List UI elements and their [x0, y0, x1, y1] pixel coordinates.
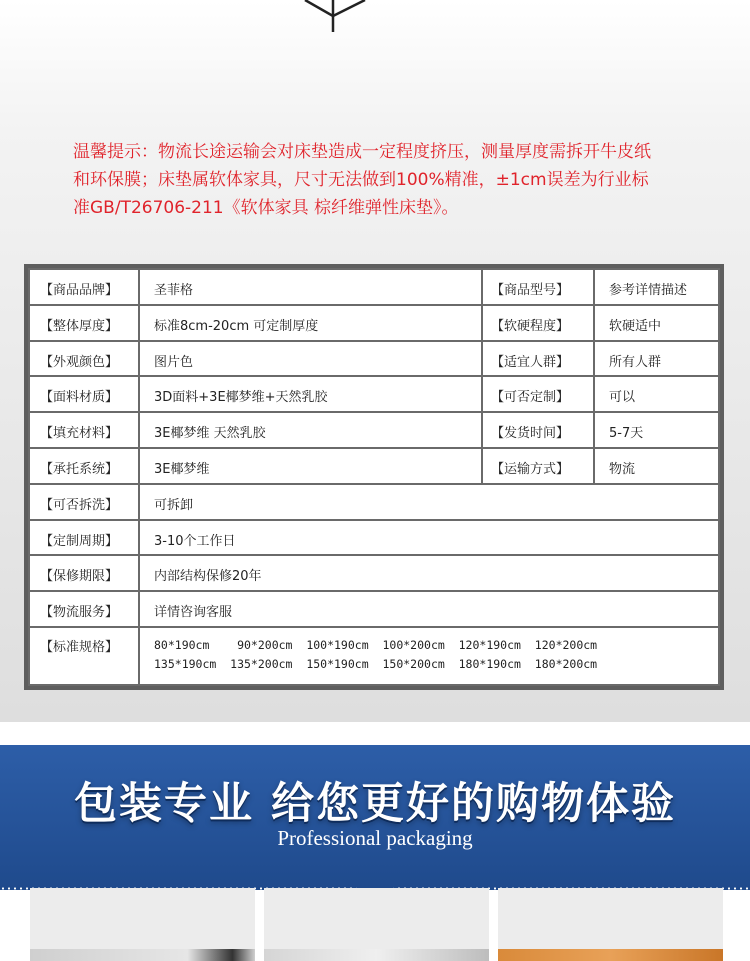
spec-value: 物流 [594, 448, 719, 484]
spec-value: 软硬适中 [594, 305, 719, 341]
spec-label: 【软硬程度】 [482, 305, 594, 341]
spec-label: 【适宜人群】 [482, 341, 594, 377]
spec-label: 【物流服务】 [29, 591, 139, 627]
spec-value: 所有人群 [594, 341, 719, 377]
notice-line: 温馨提示：物流长途运输会对床垫造成一定程度挤压，测量厚度需拆开牛皮纸 [73, 142, 651, 162]
packaging-photo [30, 888, 255, 961]
spec-label: 【发货时间】 [482, 412, 594, 448]
spec-label: 【外观颜色】 [29, 341, 139, 377]
spec-value: 3E椰梦维 [139, 448, 482, 484]
notice-line: 准GB/T26706-211《软体家具 棕纤维弹性床垫》。 [73, 198, 459, 218]
spec-row [29, 591, 719, 627]
spec-label: 【承托系统】 [29, 448, 139, 484]
spec-value: 可拆卸 [139, 484, 719, 520]
spec-label: 【保修期限】 [29, 555, 139, 591]
banner-subtitle: Professional packaging [277, 826, 473, 850]
spec-value: 详情咨询客服 [139, 591, 719, 627]
packaging-photo [498, 888, 723, 961]
spec-label: 【标准规格】 [29, 627, 139, 685]
spec-label: 【定制周期】 [29, 520, 139, 556]
spec-row [29, 341, 719, 377]
spec-row [29, 448, 719, 484]
hanger-icon [300, 0, 370, 32]
spec-value: 可以 [594, 376, 719, 412]
spec-label: 【商品品牌】 [29, 269, 139, 305]
spec-value: 参考详情描述 [594, 269, 719, 305]
spec-value: 圣菲格 [139, 269, 482, 305]
spec-row [29, 484, 719, 520]
spec-label: 【运输方式】 [482, 448, 594, 484]
spec-label: 【可否定制】 [482, 376, 594, 412]
size-line: 135*190cm 135*200cm 150*190cm 150*200cm 180*190cm 180*200cm [154, 657, 598, 671]
size-list [139, 627, 719, 685]
spec-label: 【整体厚度】 [29, 305, 139, 341]
spec-row-sizes [29, 627, 719, 685]
spec-table [24, 264, 724, 690]
packaging-photo [264, 888, 489, 961]
spec-value: 3-10个工作日 [139, 520, 719, 556]
size-line: 80*190cm 90*200cm 100*190cm 100*200cm 120*190cm 120*200cm [154, 638, 598, 652]
spec-label: 【可否拆洗】 [29, 484, 139, 520]
spec-row [29, 269, 719, 305]
spec-value: 5-7天 [594, 412, 719, 448]
spec-value: 内部结构保修20年 [139, 555, 719, 591]
spec-row [29, 555, 719, 591]
spec-value: 3E椰梦维 天然乳胶 [139, 412, 482, 448]
spec-value: 标准8cm-20cm 可定制厚度 [139, 305, 482, 341]
spec-value: 图片色 [139, 341, 482, 377]
warm-notice [73, 138, 688, 222]
spec-label: 【商品型号】 [482, 269, 594, 305]
spec-row [29, 305, 719, 341]
spec-row [29, 412, 719, 448]
spec-label: 【填充材料】 [29, 412, 139, 448]
banner-title: 包装专业 给您更好的购物体验 [74, 779, 676, 829]
spec-label: 【面料材质】 [29, 376, 139, 412]
spec-row [29, 376, 719, 412]
spec-row [29, 520, 719, 556]
spec-value: 3D面料+3E椰梦维+天然乳胶 [139, 376, 482, 412]
notice-line: 和环保膜；床垫属软体家具，尺寸无法做到100%精准，±1cm误差为行业标 [73, 170, 649, 190]
